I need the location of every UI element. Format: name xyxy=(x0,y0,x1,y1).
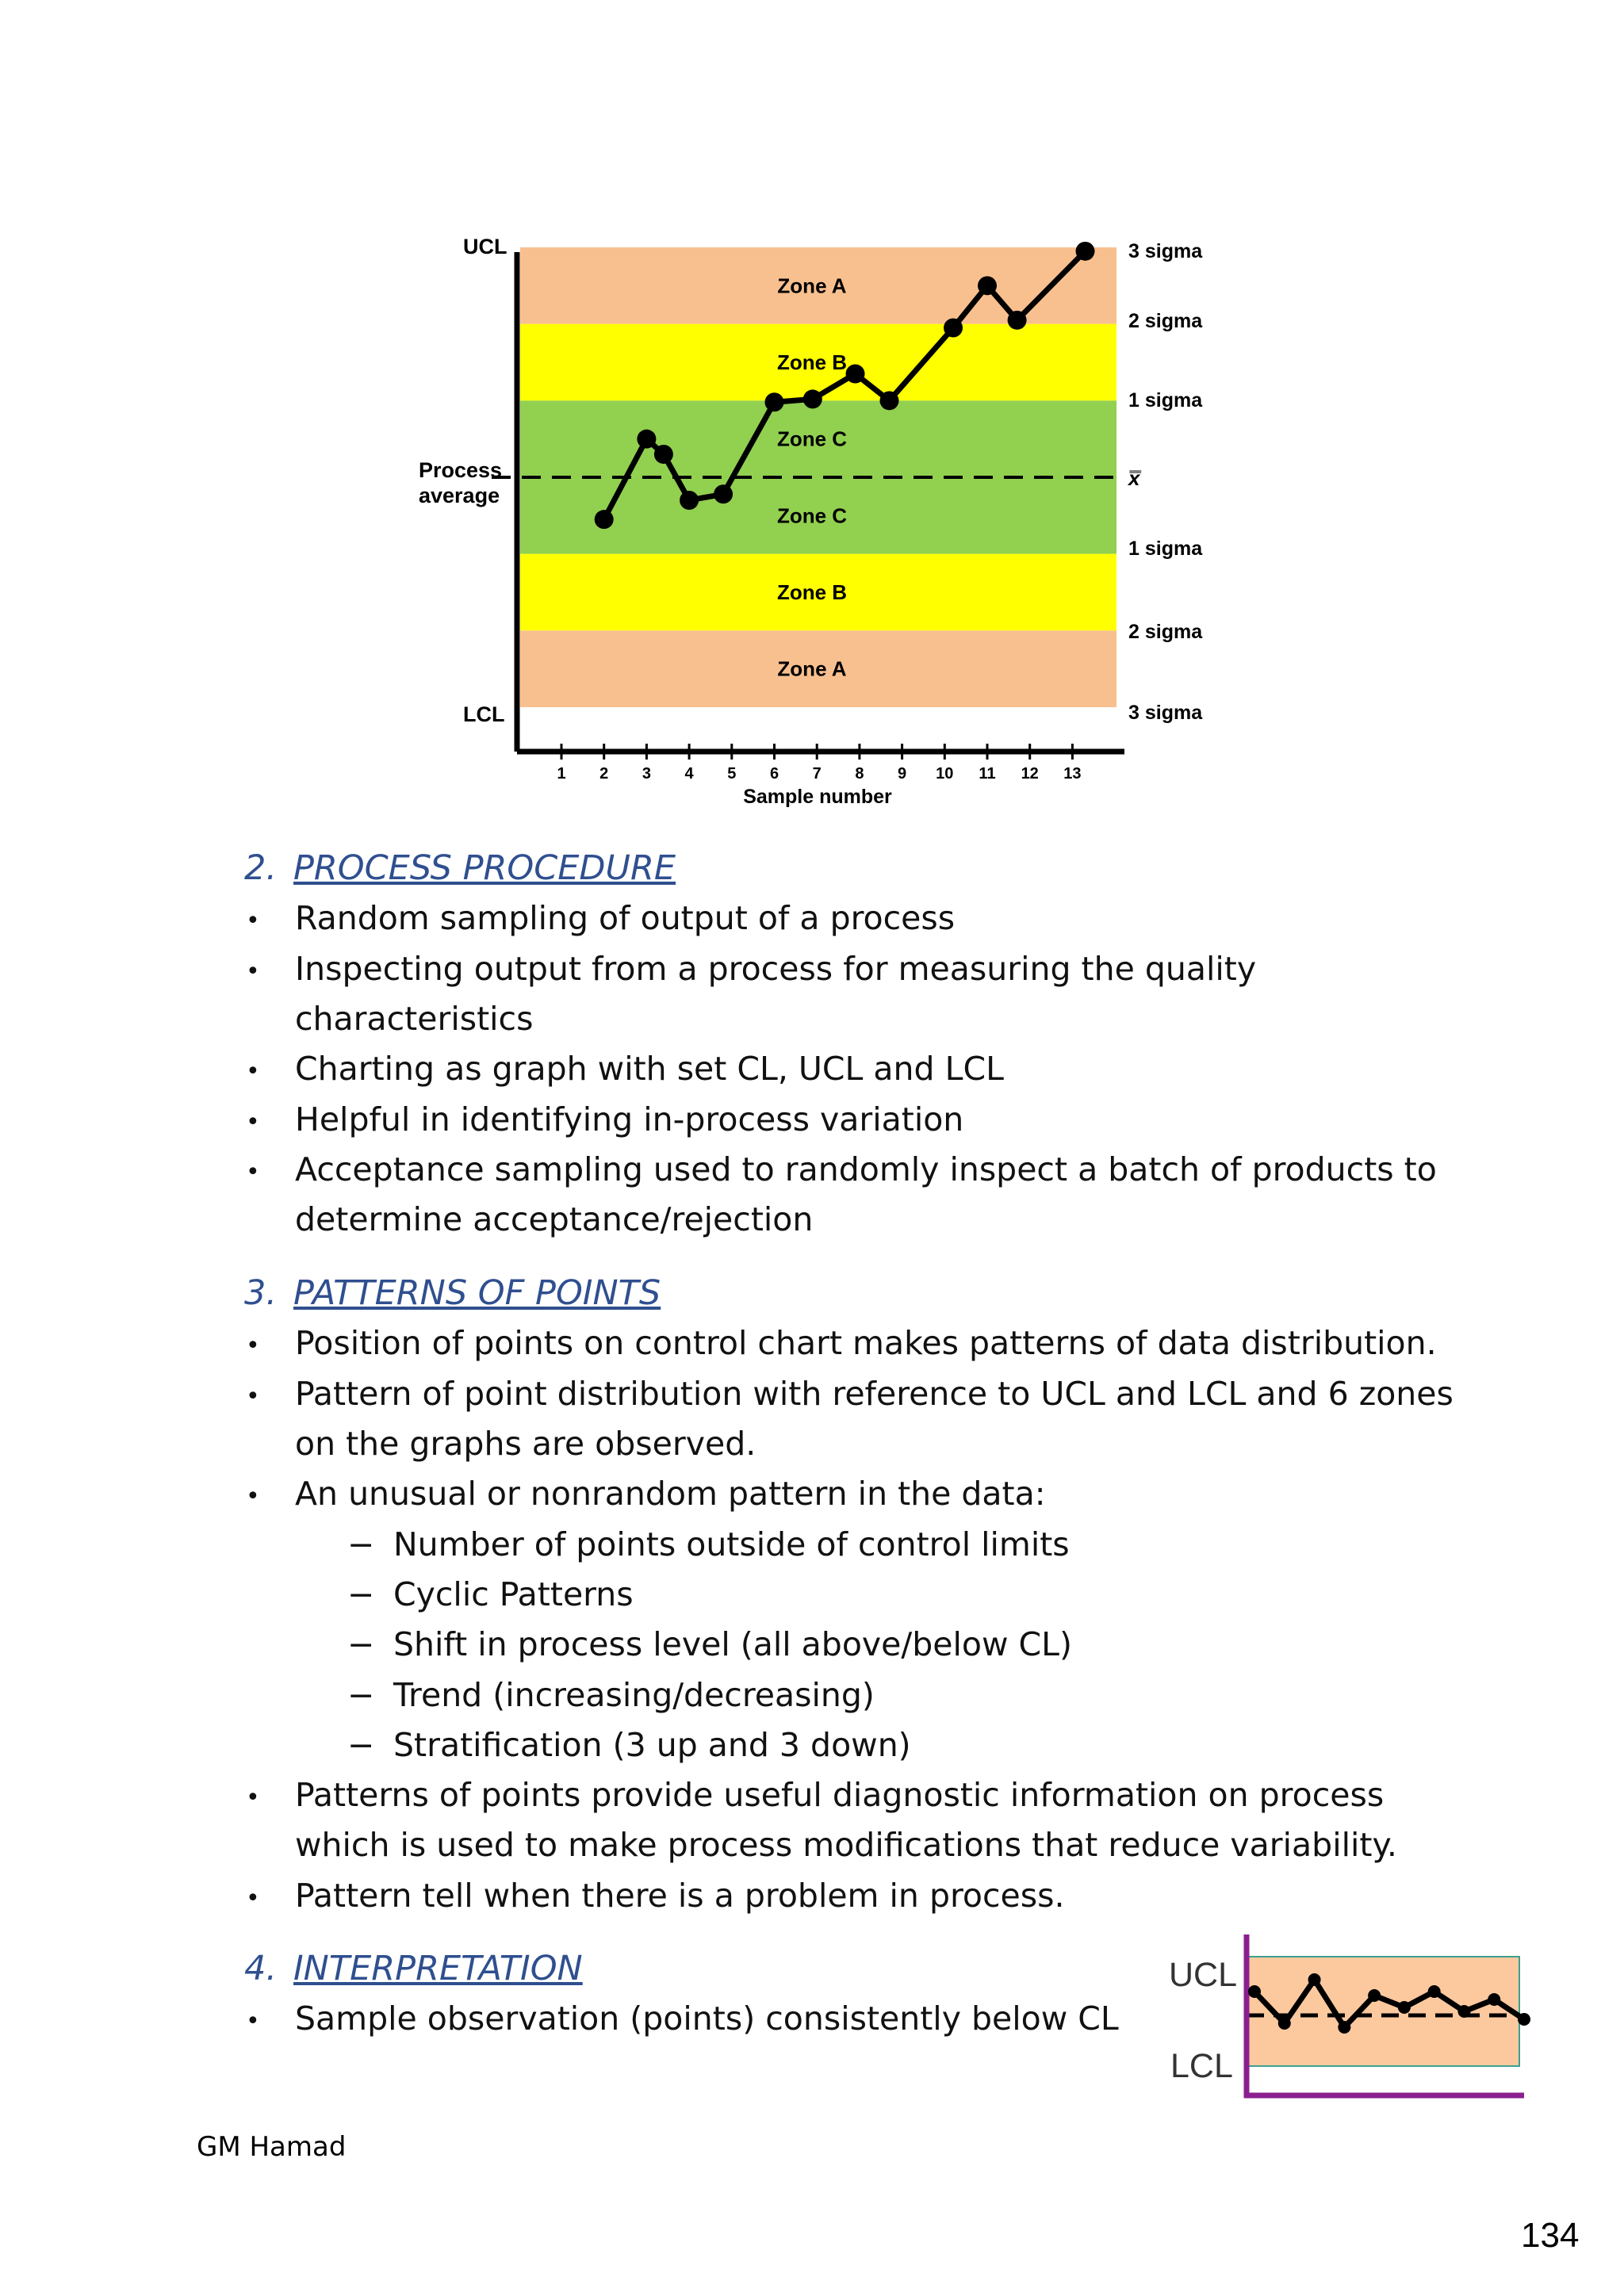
list-item: Sample observation (points) consistently below CL xyxy=(295,1999,1119,2038)
list-item-continuation: characteristics xyxy=(295,1000,534,1038)
data-point xyxy=(595,510,614,529)
bullet-icon: • xyxy=(246,907,260,935)
x-axis-label: Sample number xyxy=(743,786,892,808)
mini-data-point xyxy=(1278,2017,1291,2030)
mini-series xyxy=(1248,1973,1530,2034)
bullet-icon: • xyxy=(246,1784,260,1812)
control-chart xyxy=(0,0,1624,825)
sigma-label-upper-1: 1 sigma xyxy=(1128,389,1203,411)
dash-icon: − xyxy=(347,1726,375,1764)
data-point xyxy=(765,392,784,411)
sigma-label-lower-3: 3 sigma xyxy=(1128,702,1203,724)
sub-list-item: Stratification (3 up and 3 down) xyxy=(393,1726,911,1764)
sigma-label-upper-2: 2 sigma xyxy=(1128,310,1203,332)
bullet-icon: • xyxy=(246,1158,260,1186)
x-tick-label: 10 xyxy=(936,765,954,783)
footer-author: GM Hamad xyxy=(197,2131,347,2163)
list-item: Position of points on control chart makes patterns of data distribution. xyxy=(295,1324,1437,1362)
list-item: Random sampling of output of a process xyxy=(295,899,956,937)
chart-zones xyxy=(520,247,1116,707)
x-tick-label: 6 xyxy=(769,765,779,783)
data-point xyxy=(637,430,656,449)
x-tick-label: 11 xyxy=(979,765,996,783)
x-tick-label: 13 xyxy=(1063,765,1082,783)
x-tick-label: 2 xyxy=(599,765,609,783)
mini-data-point xyxy=(1368,1989,1381,2002)
sigma-label-lower-1: 1 sigma xyxy=(1128,538,1203,560)
mini-data-point xyxy=(1248,1985,1261,1998)
zone-label: Zone C xyxy=(776,427,848,451)
bullet-icon: • xyxy=(246,1483,260,1510)
page-number: 134 xyxy=(1521,2216,1580,2255)
list-item: Helpful in identifying in-process variation xyxy=(295,1100,964,1138)
ucl-label: UCL xyxy=(463,235,508,258)
section-number: 3. xyxy=(244,1273,278,1313)
data-point xyxy=(803,389,822,408)
list-item-continuation: which is used to make process modifications that reduce variability. xyxy=(295,1826,1397,1864)
section-title: INTERPRETATION xyxy=(293,1949,583,1988)
section-heading-patterns-of-points xyxy=(244,1273,661,1313)
mini-data-point xyxy=(1488,1993,1500,2006)
x-tick-label: 1 xyxy=(557,765,566,783)
list-item: Pattern of point distribution with reference to UCL and LCL and 6 zones xyxy=(295,1375,1454,1413)
list-item: Patterns of points provide useful diagnostic information on process xyxy=(295,1776,1385,1814)
x-tick-label: 9 xyxy=(898,765,907,783)
mini-data-point xyxy=(1457,2005,1470,2018)
process-average-label-2: average xyxy=(419,484,500,507)
x-tick-label: 7 xyxy=(812,765,822,783)
sigma-label-upper-3: 3 sigma xyxy=(1128,240,1203,262)
bullet-icon: • xyxy=(246,1058,260,1085)
mini-lcl-label: LCL xyxy=(1170,2047,1233,2085)
sub-list-item: Trend (increasing/decreasing) xyxy=(393,1676,875,1714)
data-point xyxy=(879,391,898,410)
zone-label: Zone C xyxy=(776,503,848,528)
list-item: Charting as graph with set CL, UCL and LCL xyxy=(295,1050,1004,1088)
data-point xyxy=(654,445,673,464)
data-point xyxy=(944,319,963,338)
dash-icon: − xyxy=(347,1575,375,1613)
mini-ucl-label: UCL xyxy=(1169,1956,1238,1994)
list-item-continuation: determine acceptance/rejection xyxy=(295,1200,814,1238)
dash-icon: − xyxy=(347,1676,375,1714)
mini-data-point xyxy=(1398,2001,1411,2014)
section-number: 4. xyxy=(244,1949,278,1988)
bullet-icon: • xyxy=(246,1885,260,1912)
dash-icon: − xyxy=(347,1525,375,1563)
section-title: PROCESS PROCEDURE xyxy=(293,848,676,888)
sub-list-item: Number of points outside of control limits xyxy=(393,1525,1070,1563)
bullet-icon: • xyxy=(246,958,260,985)
data-point xyxy=(1076,242,1095,261)
list-item: Inspecting output from a process for measuring the quality xyxy=(295,950,1257,988)
x-tick-label: 8 xyxy=(855,765,864,783)
data-point xyxy=(680,491,699,510)
bullet-icon: • xyxy=(246,2007,260,2035)
bullet-icon: • xyxy=(246,1383,260,1410)
mini-data-point xyxy=(1518,2013,1530,2026)
section-heading-process-procedure xyxy=(244,848,676,888)
data-point xyxy=(714,484,733,503)
sub-list-item: Shift in process level (all above/below CL) xyxy=(393,1625,1072,1663)
mini-data-point xyxy=(1308,1973,1321,1986)
list-item-continuation: on the graphs are observed. xyxy=(295,1425,756,1463)
x-tick-label: 3 xyxy=(642,765,651,783)
x-tick-label: 5 xyxy=(727,765,737,783)
list-item: Pattern tell when there is a problem in process. xyxy=(295,1877,1065,1915)
zone-label: Zone B xyxy=(776,350,848,374)
zone-label: Zone B xyxy=(776,580,848,604)
mini-series-line xyxy=(1254,1980,1524,2027)
x-tick-label: 12 xyxy=(1021,765,1039,783)
x-tick-label: 4 xyxy=(684,765,694,783)
sigma-label-lower-2: 2 sigma xyxy=(1128,621,1203,643)
mini-data-point xyxy=(1428,1985,1441,1998)
process-average-label-1: Process xyxy=(419,458,503,482)
section-number: 2. xyxy=(244,848,278,888)
zone-label: Zone A xyxy=(777,274,847,298)
sub-list-item: Cyclic Patterns xyxy=(393,1575,634,1613)
dash-icon: − xyxy=(347,1625,375,1663)
list-item: Acceptance sampling used to randomly inspect a batch of products to xyxy=(295,1150,1437,1188)
section-heading-interpretation xyxy=(244,1949,583,1988)
lcl-label: LCL xyxy=(463,702,505,726)
center-symbol: x̿ xyxy=(1128,466,1140,490)
data-point xyxy=(846,365,865,384)
mini-chart-band xyxy=(1247,1957,1519,2066)
bullet-icon: • xyxy=(246,1332,260,1360)
zone-label: Zone A xyxy=(777,656,847,681)
mini-data-point xyxy=(1338,2021,1350,2034)
list-item: An unusual or nonrandom pattern in the data: xyxy=(295,1475,1046,1513)
section-title: PATTERNS OF POINTS xyxy=(293,1273,661,1313)
data-point xyxy=(978,276,997,295)
bullet-icon: • xyxy=(246,1108,260,1136)
data-point xyxy=(1008,311,1027,330)
